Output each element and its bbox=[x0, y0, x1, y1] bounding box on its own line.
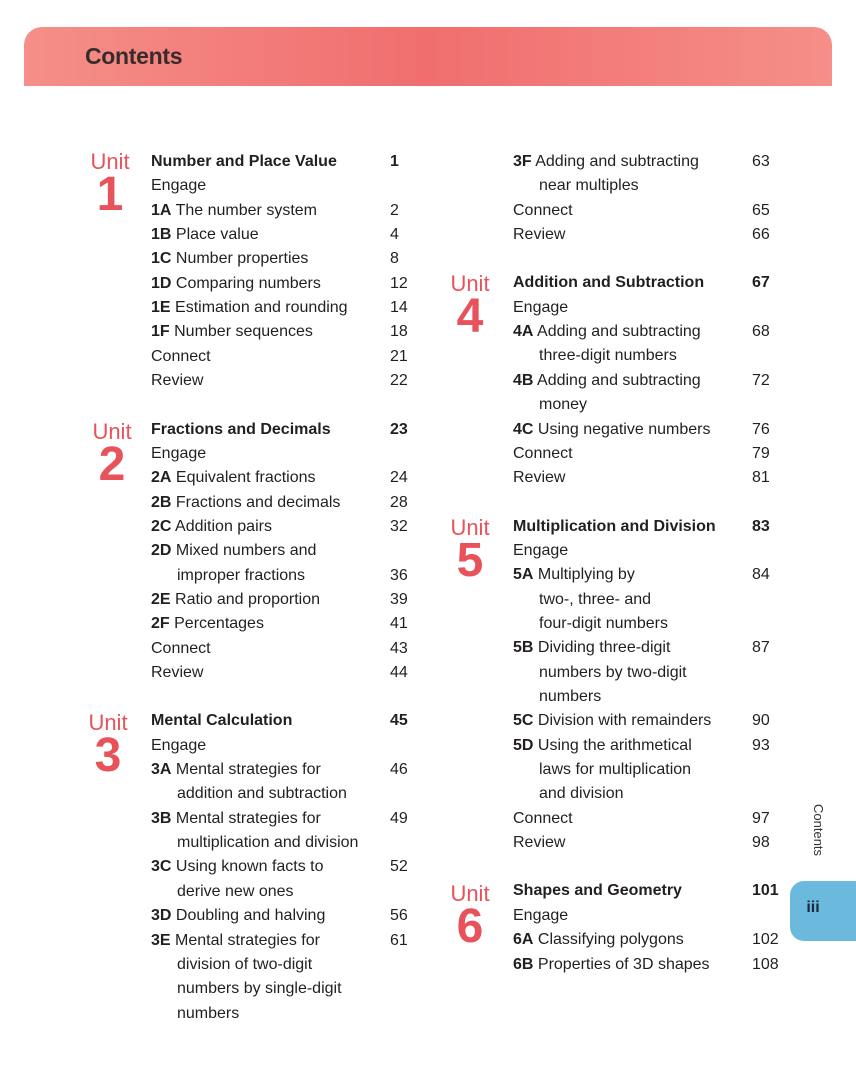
toc-entry bbox=[151, 296, 348, 320]
page-ref: 45 bbox=[390, 712, 408, 729]
section-code: 2A bbox=[151, 469, 172, 486]
toc-entry bbox=[151, 320, 313, 344]
entry-text: addition and subtraction bbox=[177, 785, 347, 802]
toc-entry bbox=[151, 345, 211, 369]
section-code: 5D bbox=[513, 737, 534, 754]
entry-text: Number and Place Value bbox=[151, 153, 337, 170]
page-ref: 41 bbox=[390, 615, 408, 632]
entry-text: Connect bbox=[513, 810, 573, 827]
unit-number: 6 bbox=[456, 900, 484, 953]
toc-entry bbox=[539, 758, 691, 782]
page-ref: 68 bbox=[752, 323, 770, 340]
toc-entry bbox=[177, 1002, 239, 1026]
entry-text: Mental strategies for bbox=[170, 932, 320, 949]
entry-text: Review bbox=[151, 372, 204, 389]
unit-word: Unit bbox=[450, 271, 490, 296]
toc-entry bbox=[539, 661, 687, 685]
entry-text: improper fractions bbox=[177, 567, 306, 584]
entry-text: Doubling and halving bbox=[171, 907, 326, 924]
unit-marker-2 bbox=[82, 419, 142, 491]
entry-text: Classifying polygons bbox=[533, 931, 684, 948]
toc-entry bbox=[151, 637, 211, 661]
section-code: 2C bbox=[151, 518, 172, 535]
entry-text: Division with remainders bbox=[533, 712, 712, 729]
unit-title bbox=[151, 150, 337, 174]
entry-text: money bbox=[539, 396, 588, 413]
unit-marker-1 bbox=[80, 149, 140, 221]
entry-text: numbers bbox=[177, 1005, 240, 1022]
unit-marker-5 bbox=[440, 515, 500, 587]
unit-word: Unit bbox=[450, 881, 490, 906]
entry-text: Adding and subtracting bbox=[533, 372, 701, 389]
unit-number: 3 bbox=[94, 729, 122, 782]
unit-number: 1 bbox=[96, 168, 124, 221]
toc-entry bbox=[539, 782, 624, 806]
page-ref: 67 bbox=[752, 274, 770, 291]
page-ref: 101 bbox=[752, 882, 779, 899]
entry-text: Addition and Subtraction bbox=[513, 274, 705, 291]
page-ref: 39 bbox=[390, 591, 408, 608]
page-ref: 87 bbox=[752, 639, 770, 656]
toc-entry bbox=[177, 831, 358, 855]
entry-text: Equivalent fractions bbox=[171, 469, 316, 486]
section-code: 1F bbox=[151, 323, 170, 340]
unit-marker-4 bbox=[440, 271, 500, 343]
entry-text: Number sequences bbox=[169, 323, 313, 340]
unit-word: Unit bbox=[88, 710, 128, 735]
entry-text: Connect bbox=[513, 202, 573, 219]
page-ref: 2 bbox=[390, 202, 399, 219]
entry-text: Place value bbox=[171, 226, 259, 243]
toc-entry bbox=[513, 831, 565, 855]
page-ref: 24 bbox=[390, 469, 408, 486]
section-code: 3A bbox=[151, 761, 172, 778]
entry-text: four-digit numbers bbox=[539, 615, 668, 632]
entry-text: Engage bbox=[513, 907, 569, 924]
entry-text: Mental strategies for bbox=[171, 761, 321, 778]
entry-text: two-, three- and bbox=[539, 591, 652, 608]
section-code: 5B bbox=[513, 639, 534, 656]
page-ref: 79 bbox=[752, 445, 770, 462]
page-ref: 36 bbox=[390, 567, 408, 584]
page-ref: 44 bbox=[390, 664, 408, 681]
entry-text: Mental Calculation bbox=[151, 712, 293, 729]
page-ref: 81 bbox=[752, 469, 770, 486]
unit-number: 5 bbox=[456, 534, 484, 587]
toc-entry bbox=[151, 515, 272, 539]
toc-entry bbox=[539, 393, 587, 417]
entry-text: Engage bbox=[151, 737, 207, 754]
toc-entry bbox=[177, 564, 305, 588]
toc-entry bbox=[513, 928, 684, 952]
toc-entry bbox=[513, 150, 699, 174]
page-ref: 72 bbox=[752, 372, 770, 389]
section-code: 2F bbox=[151, 615, 170, 632]
page-ref: 65 bbox=[752, 202, 770, 219]
toc-entry bbox=[513, 320, 701, 344]
unit-word: Unit bbox=[92, 419, 132, 444]
page-ref: 93 bbox=[752, 737, 770, 754]
side-label: Contents bbox=[811, 804, 826, 857]
page-ref: 43 bbox=[390, 640, 408, 657]
page-ref: 66 bbox=[752, 226, 770, 243]
entry-text: Engage bbox=[151, 177, 207, 194]
toc-entry bbox=[151, 199, 317, 223]
unit-number: 4 bbox=[456, 290, 484, 343]
toc-entry bbox=[513, 904, 568, 928]
page-ref: 97 bbox=[752, 810, 770, 827]
toc-entry bbox=[151, 223, 259, 247]
entry-text: Engage bbox=[513, 299, 569, 316]
section-code: 2B bbox=[151, 494, 172, 511]
toc-entry bbox=[539, 174, 639, 198]
entry-text: Number properties bbox=[171, 250, 309, 267]
section-code: 1D bbox=[151, 275, 172, 292]
entry-text: near multiples bbox=[539, 177, 639, 194]
toc-entry bbox=[513, 539, 568, 563]
entry-text: numbers by two-digit bbox=[539, 664, 687, 681]
toc-entry bbox=[151, 734, 206, 758]
entry-text: division of two-digit bbox=[177, 956, 313, 973]
entry-text: laws for multiplication bbox=[539, 761, 692, 778]
toc-entry bbox=[151, 661, 203, 685]
toc-entry bbox=[151, 807, 321, 831]
toc-entry bbox=[513, 709, 711, 733]
page-ref: 83 bbox=[752, 518, 770, 535]
entry-text: Shapes and Geometry bbox=[513, 882, 682, 899]
section-code: 4C bbox=[513, 421, 534, 438]
toc-entry bbox=[151, 272, 321, 296]
unit-number: 2 bbox=[98, 438, 126, 491]
entry-text: three-digit numbers bbox=[539, 347, 677, 364]
toc-entry bbox=[151, 588, 320, 612]
entry-text: Connect bbox=[151, 348, 211, 365]
toc-entry bbox=[513, 563, 635, 587]
section-code: 1E bbox=[151, 299, 171, 316]
unit-title bbox=[151, 709, 292, 733]
entry-text: Review bbox=[513, 226, 566, 243]
section-code: 3E bbox=[151, 932, 171, 949]
section-code: 1B bbox=[151, 226, 172, 243]
page-ref: 14 bbox=[390, 299, 408, 316]
section-code: 2D bbox=[151, 542, 172, 559]
section-code: 1A bbox=[151, 202, 172, 219]
toc-entry bbox=[177, 782, 347, 806]
section-code: 3F bbox=[513, 153, 532, 170]
unit-title bbox=[513, 515, 716, 539]
toc-entry bbox=[151, 369, 203, 393]
entry-text: Addition pairs bbox=[171, 518, 272, 535]
page-title: Contents bbox=[85, 43, 183, 69]
section-code: 2E bbox=[151, 591, 171, 608]
toc-entry bbox=[177, 977, 342, 1001]
toc-entry bbox=[177, 880, 294, 904]
page-ref: 4 bbox=[390, 226, 399, 243]
entry-text: Using negative numbers bbox=[533, 421, 711, 438]
page-number-tab bbox=[790, 881, 856, 941]
page-ref: 98 bbox=[752, 834, 770, 851]
entry-text: Adding and subtracting bbox=[533, 323, 701, 340]
entry-text: Comparing numbers bbox=[171, 275, 321, 292]
page-ref: 32 bbox=[390, 518, 408, 535]
toc-entry bbox=[151, 539, 316, 563]
page-ref: 22 bbox=[390, 372, 408, 389]
toc-entry bbox=[513, 223, 565, 247]
entry-text: numbers bbox=[539, 688, 602, 705]
unit-title bbox=[151, 418, 331, 442]
entry-text: Adding and subtracting bbox=[531, 153, 699, 170]
unit-marker-6 bbox=[440, 881, 500, 953]
unit-marker-3 bbox=[78, 710, 138, 782]
toc-entry bbox=[151, 904, 325, 928]
toc-entry bbox=[513, 418, 710, 442]
page-ref: 108 bbox=[752, 956, 779, 973]
toc-entry bbox=[513, 199, 573, 223]
page-number: iii bbox=[806, 899, 820, 916]
toc-entry bbox=[513, 807, 573, 831]
toc-entry bbox=[151, 247, 308, 271]
page-ref: 76 bbox=[752, 421, 770, 438]
toc-entry bbox=[151, 612, 264, 636]
page-ref: 18 bbox=[390, 323, 408, 340]
toc-entry bbox=[539, 344, 677, 368]
toc-entry bbox=[513, 296, 568, 320]
contents-header-bar bbox=[24, 27, 832, 86]
entry-text: multiplication and division bbox=[177, 834, 359, 851]
entry-text: Connect bbox=[513, 445, 573, 462]
unit-word: Unit bbox=[450, 515, 490, 540]
entry-text: Multiplication and Division bbox=[513, 518, 716, 535]
unit-word: Unit bbox=[90, 149, 130, 174]
toc-entry bbox=[151, 758, 321, 782]
page-ref: 8 bbox=[390, 250, 399, 267]
page-ref: 102 bbox=[752, 931, 779, 948]
page-ref: 28 bbox=[390, 494, 408, 511]
toc-entry bbox=[513, 442, 573, 466]
page-ref: 12 bbox=[390, 275, 408, 292]
entry-text: Estimation and rounding bbox=[170, 299, 348, 316]
toc-entry bbox=[539, 588, 651, 612]
page-ref: 49 bbox=[390, 810, 408, 827]
toc-entry bbox=[151, 855, 324, 879]
toc-entry bbox=[513, 466, 565, 490]
entry-text: and division bbox=[539, 785, 624, 802]
section-code: 1C bbox=[151, 250, 172, 267]
page-ref: 56 bbox=[390, 907, 408, 924]
entry-text: Ratio and proportion bbox=[170, 591, 321, 608]
section-code: 4B bbox=[513, 372, 534, 389]
toc-entry bbox=[513, 734, 692, 758]
page-ref: 1 bbox=[390, 153, 399, 170]
entry-text: Review bbox=[513, 834, 566, 851]
page-ref: 90 bbox=[752, 712, 770, 729]
toc-entry bbox=[151, 174, 206, 198]
page-ref: 84 bbox=[752, 566, 770, 583]
entry-text: Properties of 3D shapes bbox=[533, 956, 710, 973]
entry-text: Using known facts to bbox=[171, 858, 324, 875]
unit-title bbox=[513, 879, 682, 903]
toc-entry bbox=[177, 953, 312, 977]
entry-text: Mixed numbers and bbox=[171, 542, 317, 559]
section-code: 6B bbox=[513, 956, 534, 973]
toc-entry bbox=[513, 953, 710, 977]
entry-text: The number system bbox=[171, 202, 317, 219]
entry-text: Mental strategies for bbox=[171, 810, 321, 827]
toc-entry bbox=[513, 369, 701, 393]
entry-text: numbers by single-digit bbox=[177, 980, 342, 997]
page-ref: 52 bbox=[390, 858, 408, 875]
toc-entry bbox=[151, 466, 316, 490]
unit-title bbox=[513, 271, 704, 295]
toc-entry bbox=[539, 612, 668, 636]
entry-text: Dividing three-digit bbox=[533, 639, 671, 656]
entry-text: Using the arithmetical bbox=[533, 737, 692, 754]
entry-text: derive new ones bbox=[177, 883, 294, 900]
entry-text: Connect bbox=[151, 640, 211, 657]
page-ref: 63 bbox=[752, 153, 770, 170]
section-code: 3D bbox=[151, 907, 172, 924]
toc-entry bbox=[151, 442, 206, 466]
entry-text: Multiplying by bbox=[533, 566, 635, 583]
section-code: 3B bbox=[151, 810, 172, 827]
page-ref: 23 bbox=[390, 421, 408, 438]
entry-text: Fractions and Decimals bbox=[151, 421, 331, 438]
toc-entry bbox=[151, 929, 320, 953]
entry-text: Engage bbox=[513, 542, 569, 559]
section-code: 3C bbox=[151, 858, 172, 875]
toc-entry bbox=[513, 636, 670, 660]
entry-text: Percentages bbox=[169, 615, 264, 632]
section-code: 6A bbox=[513, 931, 534, 948]
section-code: 4A bbox=[513, 323, 534, 340]
section-code: 5A bbox=[513, 566, 534, 583]
toc-entry bbox=[539, 685, 601, 709]
entry-text: Engage bbox=[151, 445, 207, 462]
toc-entry bbox=[151, 491, 340, 515]
entry-text: Fractions and decimals bbox=[171, 494, 341, 511]
entry-text: Review bbox=[151, 664, 204, 681]
page-ref: 46 bbox=[390, 761, 408, 778]
section-code: 5C bbox=[513, 712, 534, 729]
page-ref: 61 bbox=[390, 932, 408, 949]
page-ref: 21 bbox=[390, 348, 408, 365]
entry-text: Review bbox=[513, 469, 566, 486]
